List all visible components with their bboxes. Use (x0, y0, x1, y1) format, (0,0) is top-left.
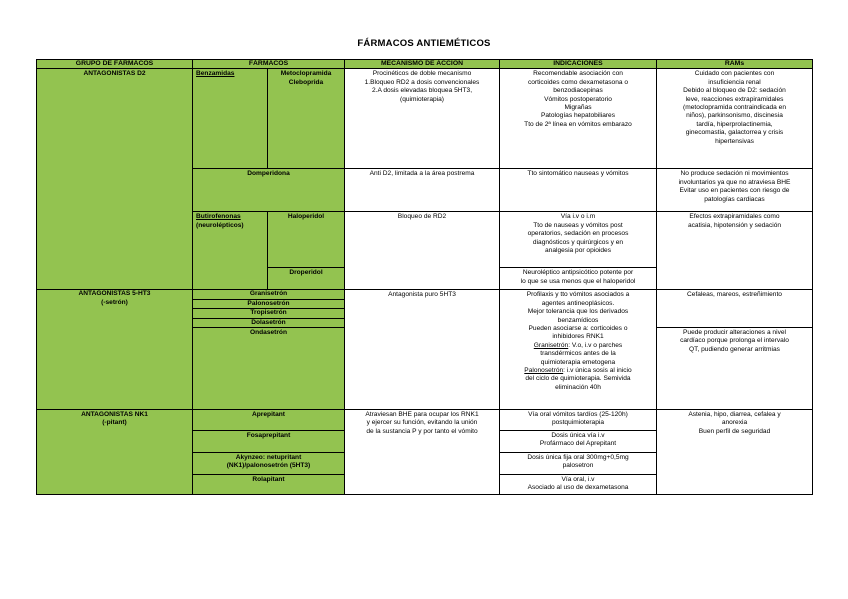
drug-aprepitant: Aprepitant (193, 410, 345, 431)
table-row (37, 69, 813, 169)
antiemetics-table (36, 59, 813, 495)
5ht3-rams-general: Cefaleas, mareos, estreñimiento (657, 290, 813, 328)
drug-akynzeo: Akynzeo: netupritant (NK1)/palonosetrón (5HT3) (193, 453, 345, 475)
drug-droperidol: Droperidol (268, 268, 345, 290)
butirofenonas-mechanism: Bloqueo de RD2 (345, 212, 500, 290)
drug-domperidona: Domperidona (193, 169, 345, 212)
drug-dolasetron: Dolasetrón (193, 318, 345, 327)
drug-fosaprepitant: Fosaprepitant (193, 431, 345, 453)
subclass-butirofenonas: Butirofenonas (neurolépticos) (193, 212, 268, 290)
table-row (37, 410, 813, 431)
akynzeo-indications: Dosis única fija oral 300mg+0,5mg palosetron (500, 453, 657, 475)
group-5ht3: ANTAGONISTAS 5-HT3 (-setrón) (37, 290, 193, 410)
5ht3-indications: Profilaxis y tto vómitos asociados a agentes antineoplásicos. Mejor tolerancia que los derivados benzamídicos Pueden asociarse a: corticoides o inhibidores RNK1 Granisetrón: V.o, i.v o parches transdérmicos antes de la quimioterapia emetogena Palonosetrón: i.v única sosis al inicio del ciclo de quimioterapia. Semivida eliminación 40h (500, 290, 657, 410)
haloperidol-indications: Vía i.v o i.m Tto de nauseas y vómitos post operatorios, sedación en procesos diagnósticos y quirúrgicos y en analgesia por opioides (500, 212, 657, 268)
group-nk1: ANTAGONISTAS NK1 (-pitant) (37, 410, 193, 495)
aprepitant-indications: Vía oral vómitos tardíos (25-120h) postquimioterapia (500, 410, 657, 431)
drug-haloperidol: Haloperidol (268, 212, 345, 268)
nk1-mechanism: Atraviesan BHE para ocupar los RNK1 y ejercer su función, evitando la unión de la sustancia P y por tanto el vómito (345, 410, 500, 495)
droperidol-indications: Neuroléptico antipsicótico potente por lo que se usa menos que el haloperidol (500, 268, 657, 290)
group-d2: ANTAGONISTAS D2 (37, 69, 193, 290)
header-drugs: FÁRMACOS (193, 60, 345, 69)
benzamidas-drugs: Metoclopramida Cleboprida (268, 69, 345, 169)
5ht3-mechanism: Antagonista puro 5HT3 (345, 290, 500, 410)
header-mechanism: MECANISMO DE ACCIÓN (345, 60, 500, 69)
header-indications: INDICACIONES (500, 60, 657, 69)
table-header-row (37, 60, 813, 69)
domperidona-indications: Tto sintomático nauseas y vómitos (500, 169, 657, 212)
drug-rolapitant: Rolapitant (193, 475, 345, 495)
domperidona-mechanism: Anti D2, limitada a la área postrema (345, 169, 500, 212)
drug-ondasetron: Ondasetrón (193, 328, 345, 410)
header-group: GRUPO DE FÁRMACOS (37, 60, 193, 69)
5ht3-rams-cardiac: Puede producir alteraciones a nivel cardíaco porque prolonga el intervalo QT, pudiendo generar arritmias (657, 328, 813, 410)
nk1-rams: Astenia, hipo, diarrea, cefalea y anorexia Buen perfil de seguridad (657, 410, 813, 495)
fosaprepitant-indications: Dosis única vía i.v Profármaco del Aprepitant (500, 431, 657, 453)
drug-granisetron: Granisetrón (193, 290, 345, 299)
rolapitant-indications: Vía oral, i.v Asociado al uso de dexametasona (500, 475, 657, 495)
butirofenonas-rams: Efectos extrapiramidales como acatisia, hipotensión y sedación (657, 212, 813, 290)
domperidona-rams: No produce sedación ni movimientos involuntarios ya que no atraviesa BHE Evitar uso en pacientes con riesgo de patologías cardiacas (657, 169, 813, 212)
benzamidas-rams: Cuidado con pacientes con insuficiencia renal Debido al bloqueo de D2: sedación leve, reacciones extrapiramidales (metoclopramida contraindicada en niños), parkinsonismo, discinesia tardía, hiperprolactinemia, ginecomastia, galactorrea y crisis hipertensivas (657, 69, 813, 169)
page-title: FÁRMACOS ANTIEMÉTICOS (357, 38, 491, 49)
drug-palonosetron: Palonosetrón (193, 299, 345, 308)
benzamidas-indications: Recomendable asociación con corticoides como dexametasona o benzodiacepinas Vómitos postoperatorio Migrañas Patologías hepatobiliares Tto de 2ª línea en vómitos embarazo (500, 69, 657, 169)
benzamidas-mechanism: Procinéticos de doble mecanismo 1.Bloqueo RD2 a dosis convencionales 2.A dosis elevadas bloquea 5HT3, (quimioterapia) (345, 69, 500, 169)
table-row (37, 290, 813, 299)
header-rams: RAMs (657, 60, 813, 69)
subclass-benzamidas: Benzamidas (193, 69, 268, 169)
drug-tropisetron: Tropisetrón (193, 309, 345, 318)
